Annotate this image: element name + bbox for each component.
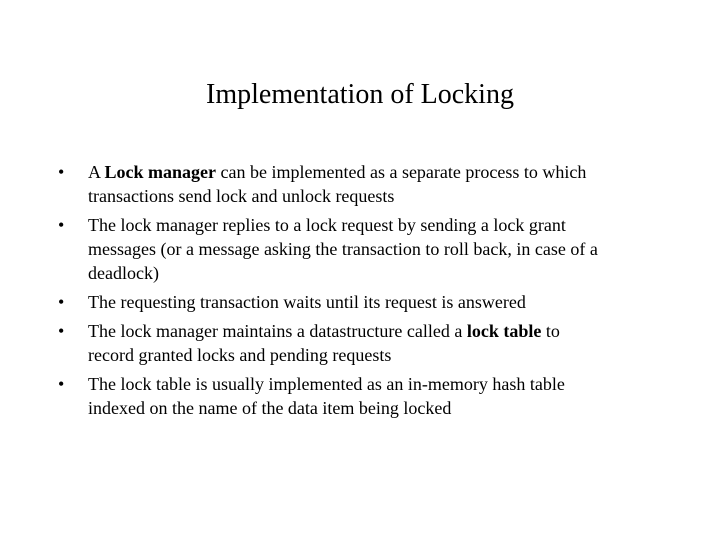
bullet-icon: • [58, 292, 65, 312]
line-text: The lock table is usually implemented as an in-memory hash table [88, 374, 565, 394]
line-text: A [88, 162, 105, 182]
bullet-line [88, 396, 676, 420]
line-text: The requesting transaction waits until its request is answered [88, 292, 526, 312]
bullet-line [88, 343, 676, 367]
line-emphasis: Lock manager [104, 162, 217, 182]
slide-title: Implementation of Locking [206, 79, 514, 110]
bullet-line [88, 237, 676, 261]
bullet-item [56, 213, 676, 285]
line-text: The lock manager replies to a lock request by sending a lock grant [88, 215, 566, 235]
line-text: indexed on the name of the data item being locked [88, 398, 452, 418]
bullet-line [88, 372, 676, 396]
bullet-line [88, 213, 676, 237]
bullet-icon: • [58, 321, 65, 341]
bullet-item [56, 319, 676, 367]
bullet-icon: • [58, 215, 65, 235]
bullet-item [56, 372, 676, 420]
line-text: messages (or a message asking the transaction to roll back, in case of a [88, 239, 598, 259]
bullet-line [88, 319, 676, 343]
bullet-line [88, 290, 676, 314]
bullet-item [56, 160, 676, 208]
line-text: The lock manager maintains a datastructure called a [88, 321, 467, 341]
line-emphasis: lock table [466, 321, 542, 341]
bullet-line [88, 160, 676, 184]
bullet-icon: • [58, 374, 65, 394]
bullet-icon: • [58, 162, 65, 182]
line-text: to [541, 321, 560, 341]
bullet-item [56, 290, 676, 314]
line-text: can be implemented as a separate process to which [216, 162, 587, 182]
bullet-list [56, 160, 676, 420]
bullet-line [88, 184, 676, 208]
bullet-line [88, 261, 676, 285]
line-text: record granted locks and pending requests [88, 345, 392, 365]
line-text: deadlock) [88, 263, 159, 283]
line-text: transactions send lock and unlock requests [88, 186, 395, 206]
